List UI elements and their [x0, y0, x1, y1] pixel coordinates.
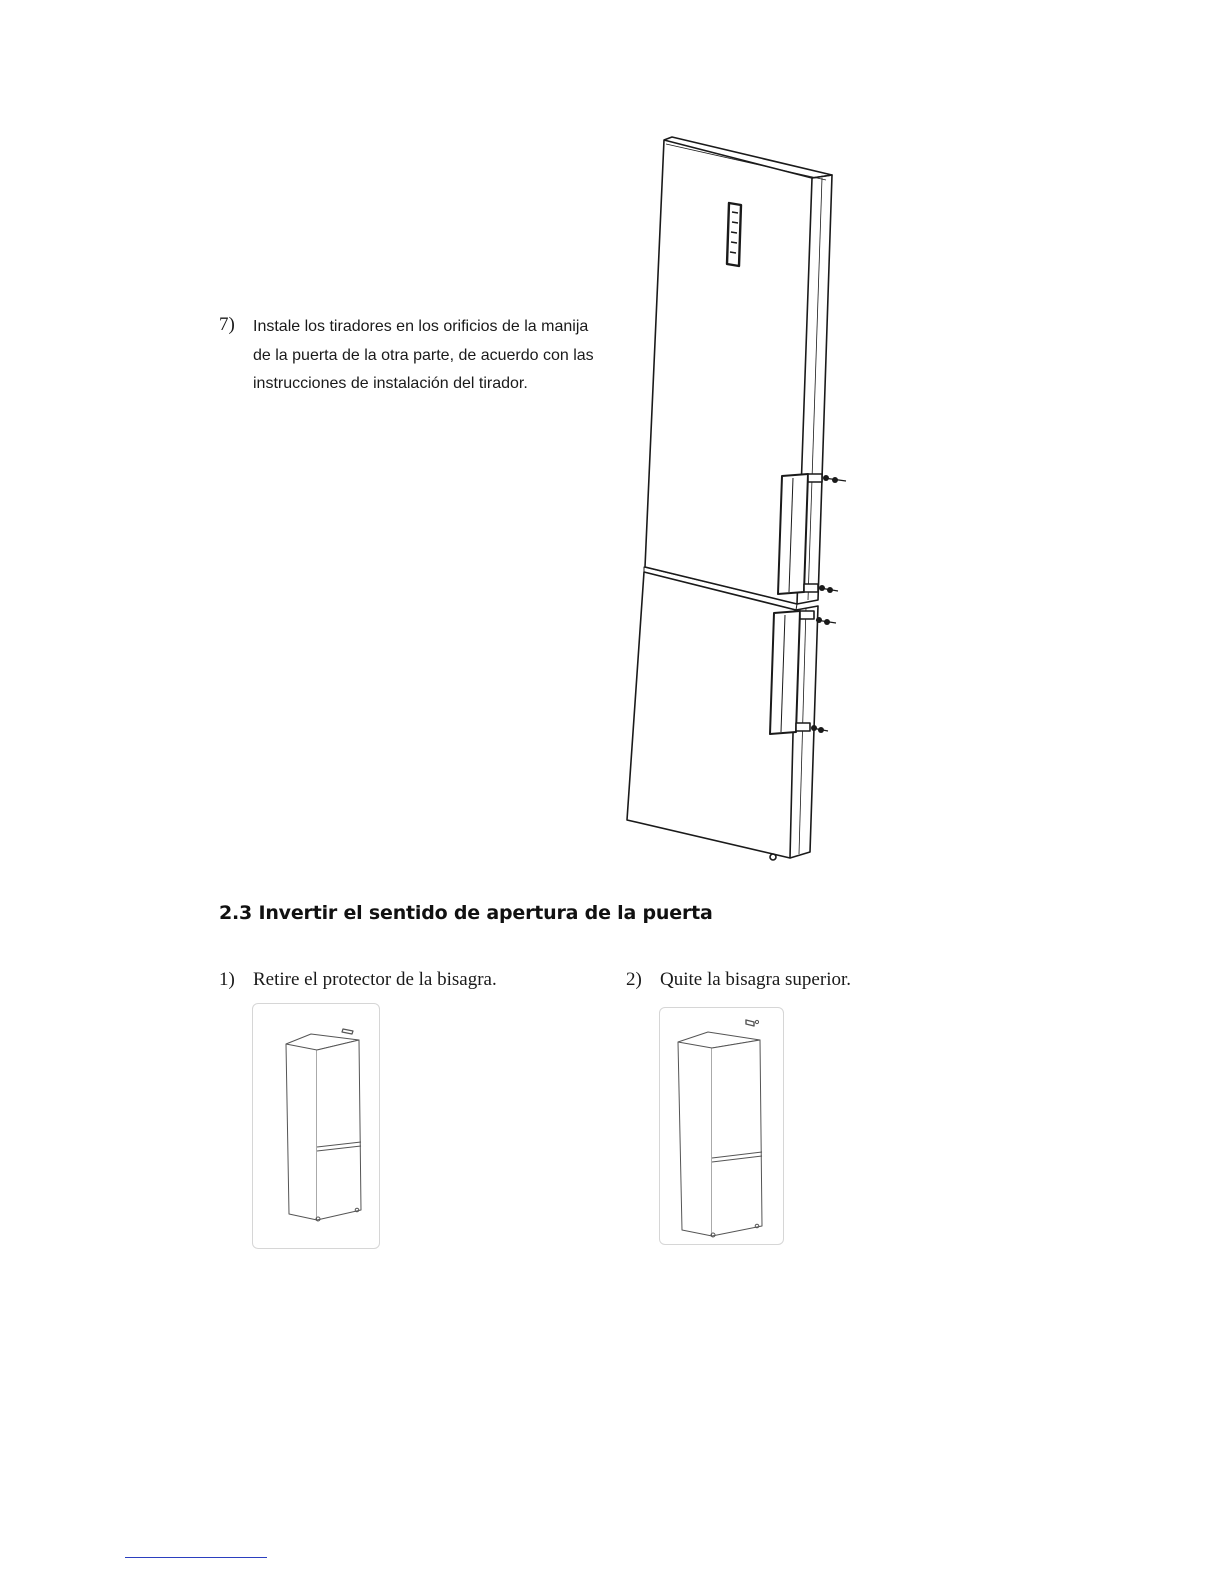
step-2: [626, 969, 851, 991]
step-1-text: Retire el protector de la bisagra.: [253, 969, 497, 990]
step-2-image-frame: [659, 1007, 784, 1245]
footnote-separator: [125, 1557, 267, 1558]
section-heading: 2.3 Invertir el sentido de apertura de la puerta: [219, 902, 713, 924]
step-7-text: Instale los tiradores en los orificios de la manija de la puerta de la otra parte, de acuerdo con las instrucciones de instalación del tirador.: [253, 318, 594, 392]
fridge-hinge-protector-illustration: [253, 1004, 379, 1248]
step-7-number: 7): [219, 314, 235, 335]
fridge-upper-hinge-illustration: [660, 1008, 783, 1244]
step-1-image-frame: [252, 1003, 380, 1249]
step-2-number: 2): [626, 969, 642, 990]
step-2-text: Quite la bisagra superior.: [660, 969, 852, 990]
step-1: [219, 969, 497, 991]
door-handles-illustration: [600, 125, 860, 875]
step-1-number: 1): [219, 969, 235, 990]
